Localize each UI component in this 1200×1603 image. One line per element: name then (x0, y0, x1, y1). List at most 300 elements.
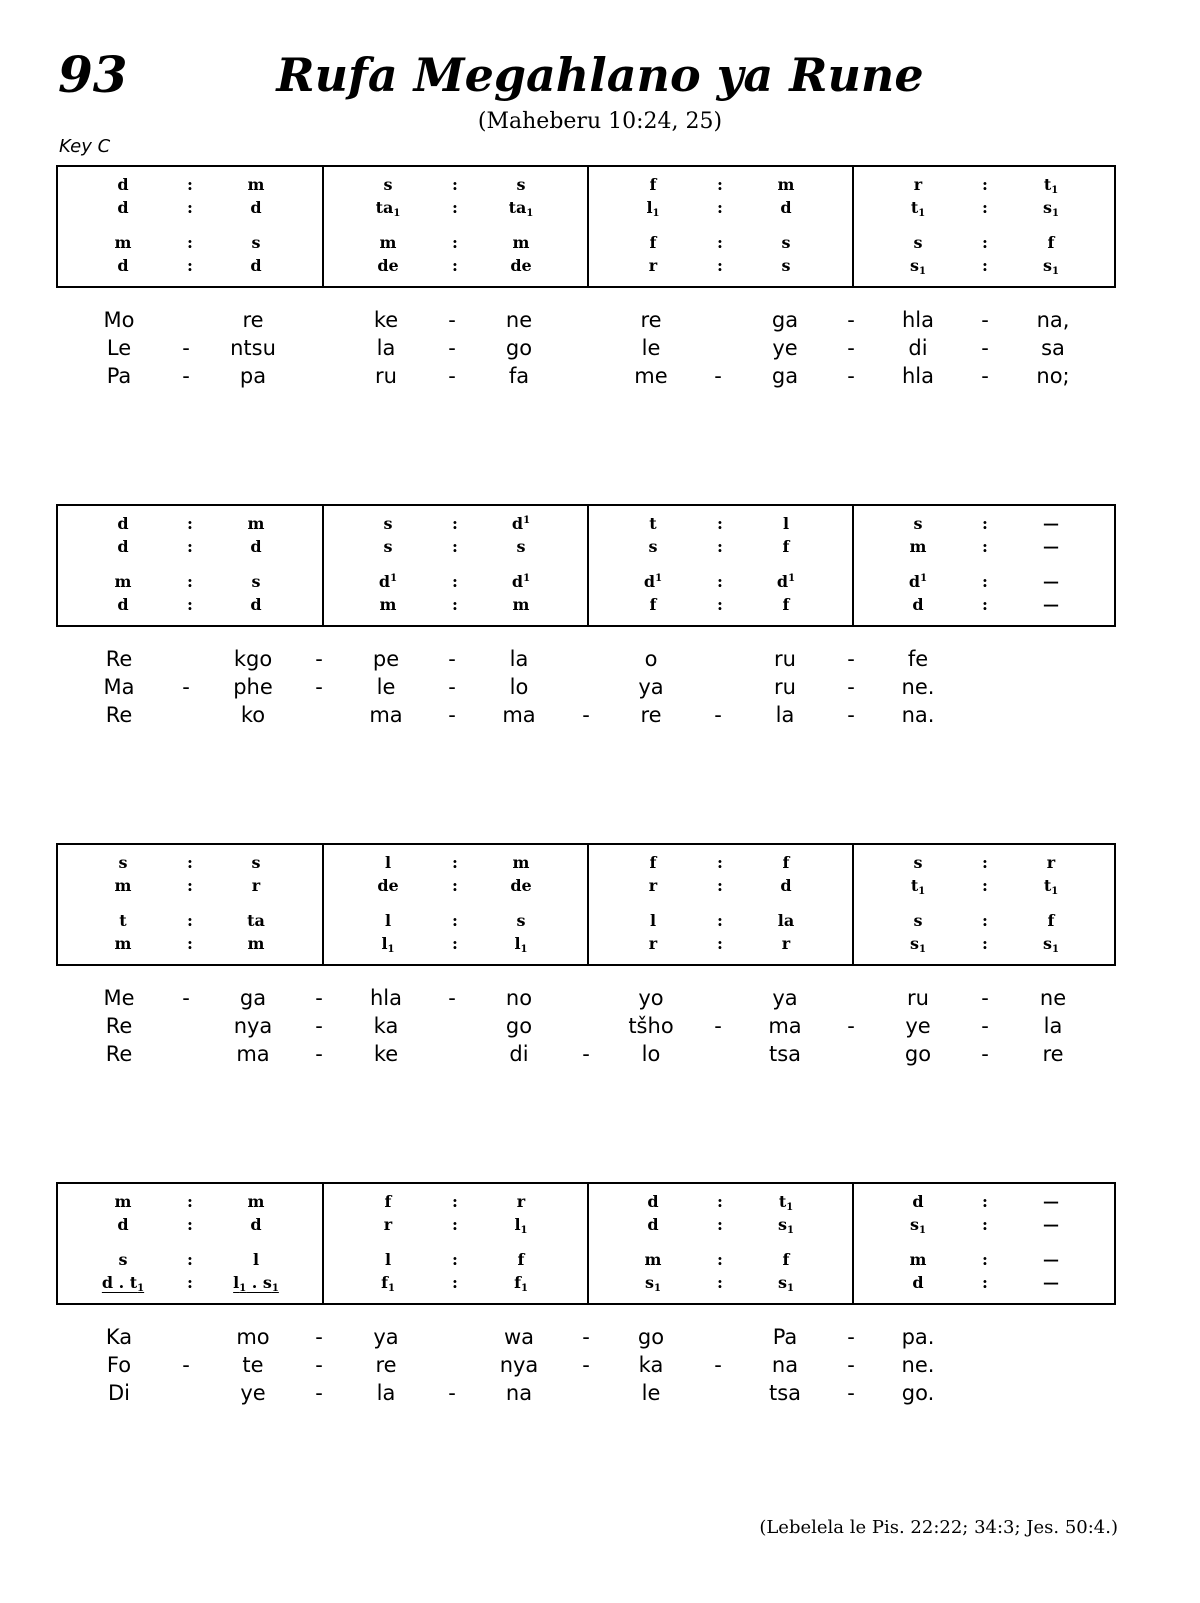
lyric-hyphen: - (448, 336, 456, 360)
solfa-note: $s_1$ (910, 1215, 926, 1236)
lyric-syllable: la (376, 336, 396, 360)
solfa-note: de (377, 256, 399, 275)
lyric-syllable: Re (105, 647, 133, 671)
solfa-note: s (781, 256, 791, 275)
lyric-syllable: Re (105, 703, 133, 727)
solfa-note: d (780, 198, 792, 217)
solfa-note: l (384, 853, 392, 872)
beat-colon: : (452, 572, 458, 591)
beat-colon: : (187, 537, 193, 556)
solfa-note: $d^1$ (511, 514, 531, 533)
solfa-note: — (1043, 1192, 1059, 1211)
lyric-hyphen: - (448, 703, 456, 727)
solfa-note: $s_1$ (1043, 934, 1059, 955)
hymn-title: Rufa Megahlano ya Rune (276, 48, 924, 102)
solfa-note: $d^1$ (643, 572, 663, 591)
lyric-syllable: la (376, 1381, 396, 1405)
system-3-staff (56, 843, 1116, 966)
solfa-note: m (247, 514, 265, 533)
solfa-note: l (384, 911, 392, 930)
beat-colon: : (452, 853, 458, 872)
solfa-note: f (517, 1250, 525, 1269)
beat-colon: : (982, 537, 988, 556)
part-separator-tick (322, 1280, 324, 1292)
lyric-syllable: nya (499, 1353, 539, 1377)
solfa-note: d (250, 1215, 262, 1234)
lyric-syllable: ga (239, 986, 267, 1010)
cross-reference-footnote: (Lebelela le Pis. 22:22; 34:3; Jes. 50:4.) (759, 1517, 1118, 1538)
solfa-note: f (649, 233, 657, 252)
solfa-note: f (782, 537, 790, 556)
lyric-hyphen: - (315, 1042, 323, 1066)
solfa-note: — (1043, 537, 1059, 556)
lyric-hyphen: - (847, 1353, 855, 1377)
lyric-hyphen: - (182, 986, 190, 1010)
solfa-note: $t_1$ (1043, 175, 1059, 196)
lyric-syllable: ko (240, 703, 266, 727)
lyric-syllable: Ka (105, 1325, 133, 1349)
lyric-syllable: tsa (768, 1042, 802, 1066)
lyric-syllable: hla (901, 364, 935, 388)
solfa-note: t (119, 911, 127, 930)
beat-colon: : (452, 595, 458, 614)
beat-colon: : (452, 934, 458, 953)
solfa-note: s (118, 1250, 128, 1269)
solfa-note: m (114, 233, 132, 252)
beat-colon: : (982, 853, 988, 872)
lyric-hyphen: - (714, 1014, 722, 1038)
beat-colon: : (452, 537, 458, 556)
solfa-note: d (117, 198, 129, 217)
lyric-syllable: mo (236, 1325, 270, 1349)
beat-colon: : (717, 175, 723, 194)
solfa-note: d (647, 1192, 659, 1211)
solfa-note: m (247, 1192, 265, 1211)
beat-colon: : (452, 1250, 458, 1269)
beat-colon: : (982, 1215, 988, 1234)
beat-colon: : (452, 198, 458, 217)
solfa-note: r (648, 876, 658, 895)
solfa-note: l (782, 514, 790, 533)
lyric-syllable: ga (771, 308, 799, 332)
lyric-syllable: ka (373, 1014, 399, 1038)
beat-colon: : (717, 853, 723, 872)
lyric-hyphen: - (981, 1014, 989, 1038)
lyric-syllable: ga (771, 364, 799, 388)
beat-colon: : (187, 233, 193, 252)
beat-colon: : (187, 1192, 193, 1211)
solfa-note: s (913, 911, 923, 930)
lyric-hyphen: - (847, 1381, 855, 1405)
lyric-syllable: la (775, 703, 795, 727)
solfa-note: $s_1$ (910, 934, 926, 955)
lyric-syllable: go (637, 1325, 665, 1349)
scripture-reference: (Maheberu 10:24, 25) (477, 109, 723, 134)
lyric-hyphen: - (448, 364, 456, 388)
beat-colon: : (452, 1192, 458, 1211)
lyric-syllable: na (771, 1353, 799, 1377)
lyric-hyphen: - (847, 675, 855, 699)
beat-colon: : (982, 1273, 988, 1292)
solfa-note: s (516, 537, 526, 556)
solfa-note: d (117, 595, 129, 614)
solfa-note: ta (247, 911, 265, 930)
part-separator-tick (852, 1222, 854, 1234)
part-separator-tick (322, 941, 324, 953)
solfa-note: $d^1$ (776, 572, 796, 591)
beat-colon: : (717, 1192, 723, 1211)
lyric-syllable: le (641, 1381, 661, 1405)
solfa-note: s (913, 233, 923, 252)
lyric-syllable: re (375, 1353, 397, 1377)
lyric-syllable: tšho (628, 1014, 674, 1038)
lyric-syllable: me (634, 364, 668, 388)
part-separator-tick (852, 263, 854, 275)
solfa-note: t (649, 514, 657, 533)
solfa-note: $d^1$ (378, 572, 398, 591)
system-2-staff (56, 504, 1116, 627)
part-separator-tick (322, 883, 324, 895)
lyric-syllable: ru (774, 675, 796, 699)
lyric-syllable: la (1043, 1014, 1063, 1038)
solfa-note: de (377, 876, 399, 895)
solfa-note: m (379, 595, 397, 614)
lyric-hyphen: - (315, 675, 323, 699)
solfa-note: r (383, 1215, 393, 1234)
part-separator-tick (322, 263, 324, 275)
solfa-note: d . $t_1$ (101, 1273, 145, 1294)
lyric-hyphen: - (847, 647, 855, 671)
beat-colon: : (187, 572, 193, 591)
solfa-note: $d^1$ (908, 572, 928, 591)
solfa-note: $t_1$ (778, 1192, 794, 1213)
beat-colon: : (452, 911, 458, 930)
beat-colon: : (717, 572, 723, 591)
lyric-hyphen: - (315, 1353, 323, 1377)
solfa-note: m (379, 233, 397, 252)
solfa-note: la (777, 911, 795, 930)
lyric-syllable: ne. (901, 675, 935, 699)
lyric-syllable: tsa (768, 1381, 802, 1405)
beat-colon: : (717, 934, 723, 953)
lyric-syllable: ke (373, 308, 399, 332)
lyric-hyphen: - (582, 1325, 590, 1349)
solfa-note: — (1043, 572, 1059, 591)
lyric-syllable: ntsu (230, 336, 276, 360)
lyric-syllable: Me (103, 986, 135, 1010)
part-separator-tick (852, 1280, 854, 1292)
lyric-hyphen: - (182, 675, 190, 699)
solfa-note: d (912, 595, 924, 614)
solfa-note: s (516, 911, 526, 930)
beat-colon: : (717, 1215, 723, 1234)
solfa-note: $s_1$ (645, 1273, 661, 1294)
solfa-note: s (251, 233, 261, 252)
beat-colon: : (452, 1273, 458, 1292)
part-separator-tick (587, 1280, 589, 1292)
solfa-note: $l_1$ (381, 934, 395, 955)
beat-colon: : (982, 1250, 988, 1269)
lyric-syllable: Di (107, 1381, 131, 1405)
beat-colon: : (187, 595, 193, 614)
solfa-note: $t_1$ (1043, 876, 1059, 897)
beat-colon: : (187, 514, 193, 533)
solfa-note: d (250, 198, 262, 217)
lyric-syllable: ne (1039, 986, 1067, 1010)
lyric-syllable: te (242, 1353, 264, 1377)
lyric-syllable: ye (772, 336, 798, 360)
beat-colon: : (982, 572, 988, 591)
beat-colon: : (717, 911, 723, 930)
solfa-note: d (780, 876, 792, 895)
beat-colon: : (982, 233, 988, 252)
lyric-hyphen: - (582, 703, 590, 727)
lyric-hyphen: - (448, 986, 456, 1010)
beat-colon: : (452, 1215, 458, 1234)
solfa-note: d (117, 537, 129, 556)
solfa-note: d (250, 595, 262, 614)
solfa-note: — (1043, 1273, 1059, 1292)
solfa-note: r (1046, 853, 1056, 872)
solfa-note: r (781, 934, 791, 953)
lyric-syllable: o (644, 647, 658, 671)
lyric-hyphen: - (714, 1353, 722, 1377)
lyric-hyphen: - (847, 1325, 855, 1349)
solfa-note: s (251, 853, 261, 872)
lyric-syllable: fe (907, 647, 929, 671)
beat-colon: : (717, 198, 723, 217)
lyric-syllable: ma (502, 703, 536, 727)
solfa-note: s (383, 514, 393, 533)
lyric-syllable: ya (373, 1325, 399, 1349)
lyric-syllable: pe (372, 647, 400, 671)
lyric-syllable: fa (508, 364, 530, 388)
lyric-hyphen: - (582, 1042, 590, 1066)
solfa-note: l (649, 911, 657, 930)
part-separator-tick (852, 205, 854, 217)
part-separator-tick (587, 263, 589, 275)
lyric-hyphen: - (847, 1014, 855, 1038)
beat-colon: : (982, 934, 988, 953)
solfa-note: d (912, 1273, 924, 1292)
lyric-hyphen: - (847, 308, 855, 332)
lyric-hyphen: - (847, 364, 855, 388)
lyric-syllable: yo (638, 986, 664, 1010)
solfa-note: s (913, 853, 923, 872)
beat-colon: : (982, 175, 988, 194)
lyric-syllable: ye (240, 1381, 266, 1405)
solfa-note: d (250, 537, 262, 556)
solfa-note: m (644, 1250, 662, 1269)
beat-colon: : (982, 256, 988, 275)
part-separator-tick (587, 941, 589, 953)
beat-colon: : (717, 876, 723, 895)
beat-colon: : (187, 911, 193, 930)
lyric-hyphen: - (448, 675, 456, 699)
solfa-note: m (114, 934, 132, 953)
solfa-note: f (384, 1192, 392, 1211)
lyric-syllable: ru (774, 647, 796, 671)
solfa-note: — (1043, 1250, 1059, 1269)
beat-colon: : (982, 876, 988, 895)
lyric-syllable: ne. (901, 1353, 935, 1377)
solfa-note: f (649, 595, 657, 614)
solfa-note: $l_1$ (514, 934, 528, 955)
solfa-note: l (252, 1250, 260, 1269)
lyric-syllable: go (904, 1042, 932, 1066)
solfa-note: m (114, 572, 132, 591)
lyric-syllable: re (1042, 1042, 1064, 1066)
solfa-note: m (247, 934, 265, 953)
lyric-syllable: di (509, 1042, 529, 1066)
lyric-syllable: lo (641, 1042, 661, 1066)
part-separator-tick (852, 544, 854, 556)
part-separator-tick (322, 602, 324, 614)
solfa-note: $s_1$ (778, 1215, 794, 1236)
solfa-note: s (251, 572, 261, 591)
solfa-note: f (782, 1250, 790, 1269)
solfa-note: $t_1$ (910, 876, 926, 897)
solfa-note: s (648, 537, 658, 556)
lyric-hyphen: - (981, 336, 989, 360)
lyric-syllable: re (242, 308, 264, 332)
solfa-note: m (247, 175, 265, 194)
solfa-note: $s_1$ (910, 256, 926, 277)
solfa-note: r (251, 876, 261, 895)
solfa-note: r (648, 256, 658, 275)
lyric-syllable: kgo (233, 647, 273, 671)
part-separator-tick (587, 602, 589, 614)
lyric-hyphen: - (981, 986, 989, 1010)
lyric-syllable: ma (236, 1042, 270, 1066)
beat-colon: : (982, 595, 988, 614)
solfa-note: s (781, 233, 791, 252)
lyric-syllable: hla (369, 986, 403, 1010)
lyric-syllable: la (509, 647, 529, 671)
lyric-syllable: ya (638, 675, 664, 699)
solfa-note: f (649, 853, 657, 872)
beat-colon: : (187, 1215, 193, 1234)
part-separator-tick (322, 205, 324, 217)
solfa-note: f (782, 853, 790, 872)
beat-colon: : (982, 911, 988, 930)
lyric-hyphen: - (714, 364, 722, 388)
lyric-hyphen: - (981, 364, 989, 388)
lyric-syllable: Ma (103, 675, 135, 699)
lyric-syllable: ma (369, 703, 403, 727)
lyric-hyphen: - (315, 986, 323, 1010)
lyric-syllable: ke (373, 1042, 399, 1066)
solfa-note: de (510, 256, 532, 275)
part-separator-tick (587, 1222, 589, 1234)
solfa-note: m (114, 876, 132, 895)
lyric-syllable: ma (768, 1014, 802, 1038)
beat-colon: : (187, 175, 193, 194)
lyric-syllable: go. (901, 1381, 935, 1405)
solfa-note: $ta_1$ (375, 198, 401, 219)
solfa-note: d (117, 175, 129, 194)
solfa-note: $t_1$ (910, 198, 926, 219)
solfa-note: d (117, 256, 129, 275)
lyric-syllable: pa (239, 364, 267, 388)
solfa-note: m (909, 537, 927, 556)
solfa-note: m (909, 1250, 927, 1269)
solfa-note: de (510, 876, 532, 895)
lyric-syllable: nya (233, 1014, 273, 1038)
beat-colon: : (452, 256, 458, 275)
solfa-note: d (117, 514, 129, 533)
solfa-note: m (777, 175, 795, 194)
beat-colon: : (982, 1192, 988, 1211)
beat-colon: : (717, 256, 723, 275)
beat-colon: : (982, 198, 988, 217)
lyric-syllable: ne (505, 308, 533, 332)
solfa-note: d (912, 1192, 924, 1211)
beat-colon: : (717, 233, 723, 252)
beat-colon: : (187, 934, 193, 953)
lyric-syllable: no; (1036, 364, 1070, 388)
lyric-hyphen: - (315, 1014, 323, 1038)
beat-colon: : (717, 514, 723, 533)
solfa-note: $l_1$ (514, 1215, 528, 1236)
solfa-note: m (512, 595, 530, 614)
solfa-note: r (516, 1192, 526, 1211)
beat-colon: : (187, 876, 193, 895)
lyric-hyphen: - (847, 336, 855, 360)
beat-colon: : (187, 853, 193, 872)
lyric-syllable: ru (375, 364, 397, 388)
lyric-hyphen: - (448, 308, 456, 332)
solfa-note: $f_1$ (514, 1273, 528, 1294)
beat-colon: : (187, 1250, 193, 1269)
part-separator-tick (587, 544, 589, 556)
beat-colon: : (187, 1273, 193, 1292)
lyric-hyphen: - (981, 1042, 989, 1066)
solfa-note: s (913, 514, 923, 533)
beat-colon: : (717, 537, 723, 556)
solfa-note: r (913, 175, 923, 194)
lyric-syllable: ye (905, 1014, 931, 1038)
lyric-syllable: wa (503, 1325, 535, 1349)
beat-colon: : (452, 876, 458, 895)
lyric-hyphen: - (582, 1353, 590, 1377)
solfa-note: s (383, 537, 393, 556)
lyric-hyphen: - (847, 703, 855, 727)
solfa-note: l (384, 1250, 392, 1269)
lyric-hyphen: - (315, 647, 323, 671)
lyric-syllable: Pa (106, 364, 132, 388)
lyric-syllable: Mo (103, 308, 135, 332)
beat-colon: : (982, 514, 988, 533)
solfa-note: — (1043, 514, 1059, 533)
lyric-hyphen: - (182, 364, 190, 388)
lyric-hyphen: - (182, 336, 190, 360)
part-separator-tick (852, 883, 854, 895)
part-separator-tick (587, 205, 589, 217)
lyric-syllable: phe (233, 675, 273, 699)
solfa-note: s (118, 853, 128, 872)
solfa-note: r (648, 934, 658, 953)
solfa-note: f (649, 175, 657, 194)
solfa-note: $l_1$ . $s_1$ (233, 1273, 279, 1294)
solfa-note: s (516, 175, 526, 194)
lyric-syllable: ru (907, 986, 929, 1010)
solfa-note: f (1047, 911, 1055, 930)
lyric-syllable: ya (772, 986, 798, 1010)
lyric-syllable: Le (106, 336, 132, 360)
lyric-syllable: Pa (772, 1325, 798, 1349)
beat-colon: : (717, 1273, 723, 1292)
